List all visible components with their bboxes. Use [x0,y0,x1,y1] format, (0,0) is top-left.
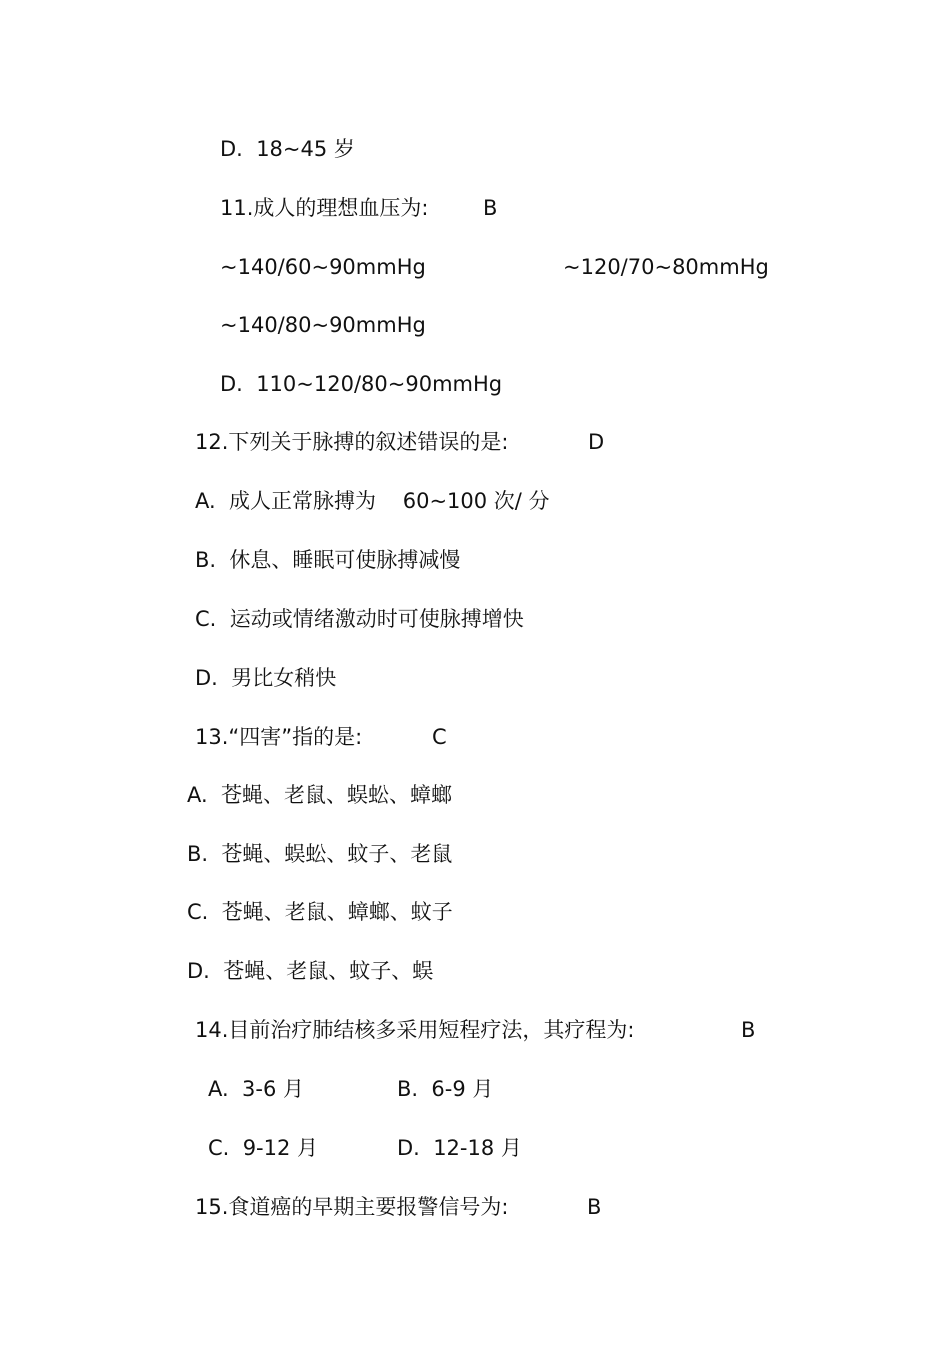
q11-option-a: ~140/60~90mmHg [220,255,426,279]
q12-option-c: C. 运动或情绪激动时可使脉搏增快 [195,607,524,631]
q14-option-c: C. 9-12 月 [208,1136,319,1160]
q11-option-b: ~120/70~80mmHg [563,255,769,279]
q12-answer: D [588,430,605,454]
q13-question: 13.“四害”指的是: [195,725,363,749]
q13-option-b: B. 苍蝇、蜈蚣、蚊子、老鼠 [187,842,453,866]
q11-option-c: ~140/80~90mmHg [220,313,426,337]
q11-option-d: D. 110~120/80~90mmHg [220,372,503,396]
q14-answer: B [741,1018,756,1042]
q14-option-d: D. 12-18 月 [397,1136,522,1160]
q12-option-b: B. 休息、睡眠可使脉搏减慢 [195,548,461,572]
q11-answer: B [483,196,498,220]
q15-question: 15.食道癌的早期主要报警信号为: [195,1195,509,1219]
q15-answer: B [587,1195,602,1219]
q12-option-d: D. 男比女稍快 [195,666,337,690]
q13-option-c: C. 苍蝇、老鼠、蟑螂、蚊子 [187,900,453,924]
q14-option-b: B. 6-9 月 [397,1077,494,1101]
q14-option-a: A. 3-6 月 [208,1077,304,1101]
q12-option-a: A. 成人正常脉搏为 60~100 次/ 分 [195,489,550,513]
q13-option-a: A. 苍蝇、老鼠、蜈蚣、蟑螂 [187,783,453,807]
q12-question: 12.下列关于脉搏的叙述错误的是: [195,430,509,454]
q14-question: 14.目前治疗肺结核多采用短程疗法，其疗程为: [195,1018,635,1042]
q11-question: 11.成人的理想血压为: [220,196,429,220]
q10-option-d: D. 18~45 岁 [220,137,355,161]
q13-answer: C [432,725,447,749]
q13-option-d: D. 苍蝇、老鼠、蚊子、蜈 [187,959,434,983]
